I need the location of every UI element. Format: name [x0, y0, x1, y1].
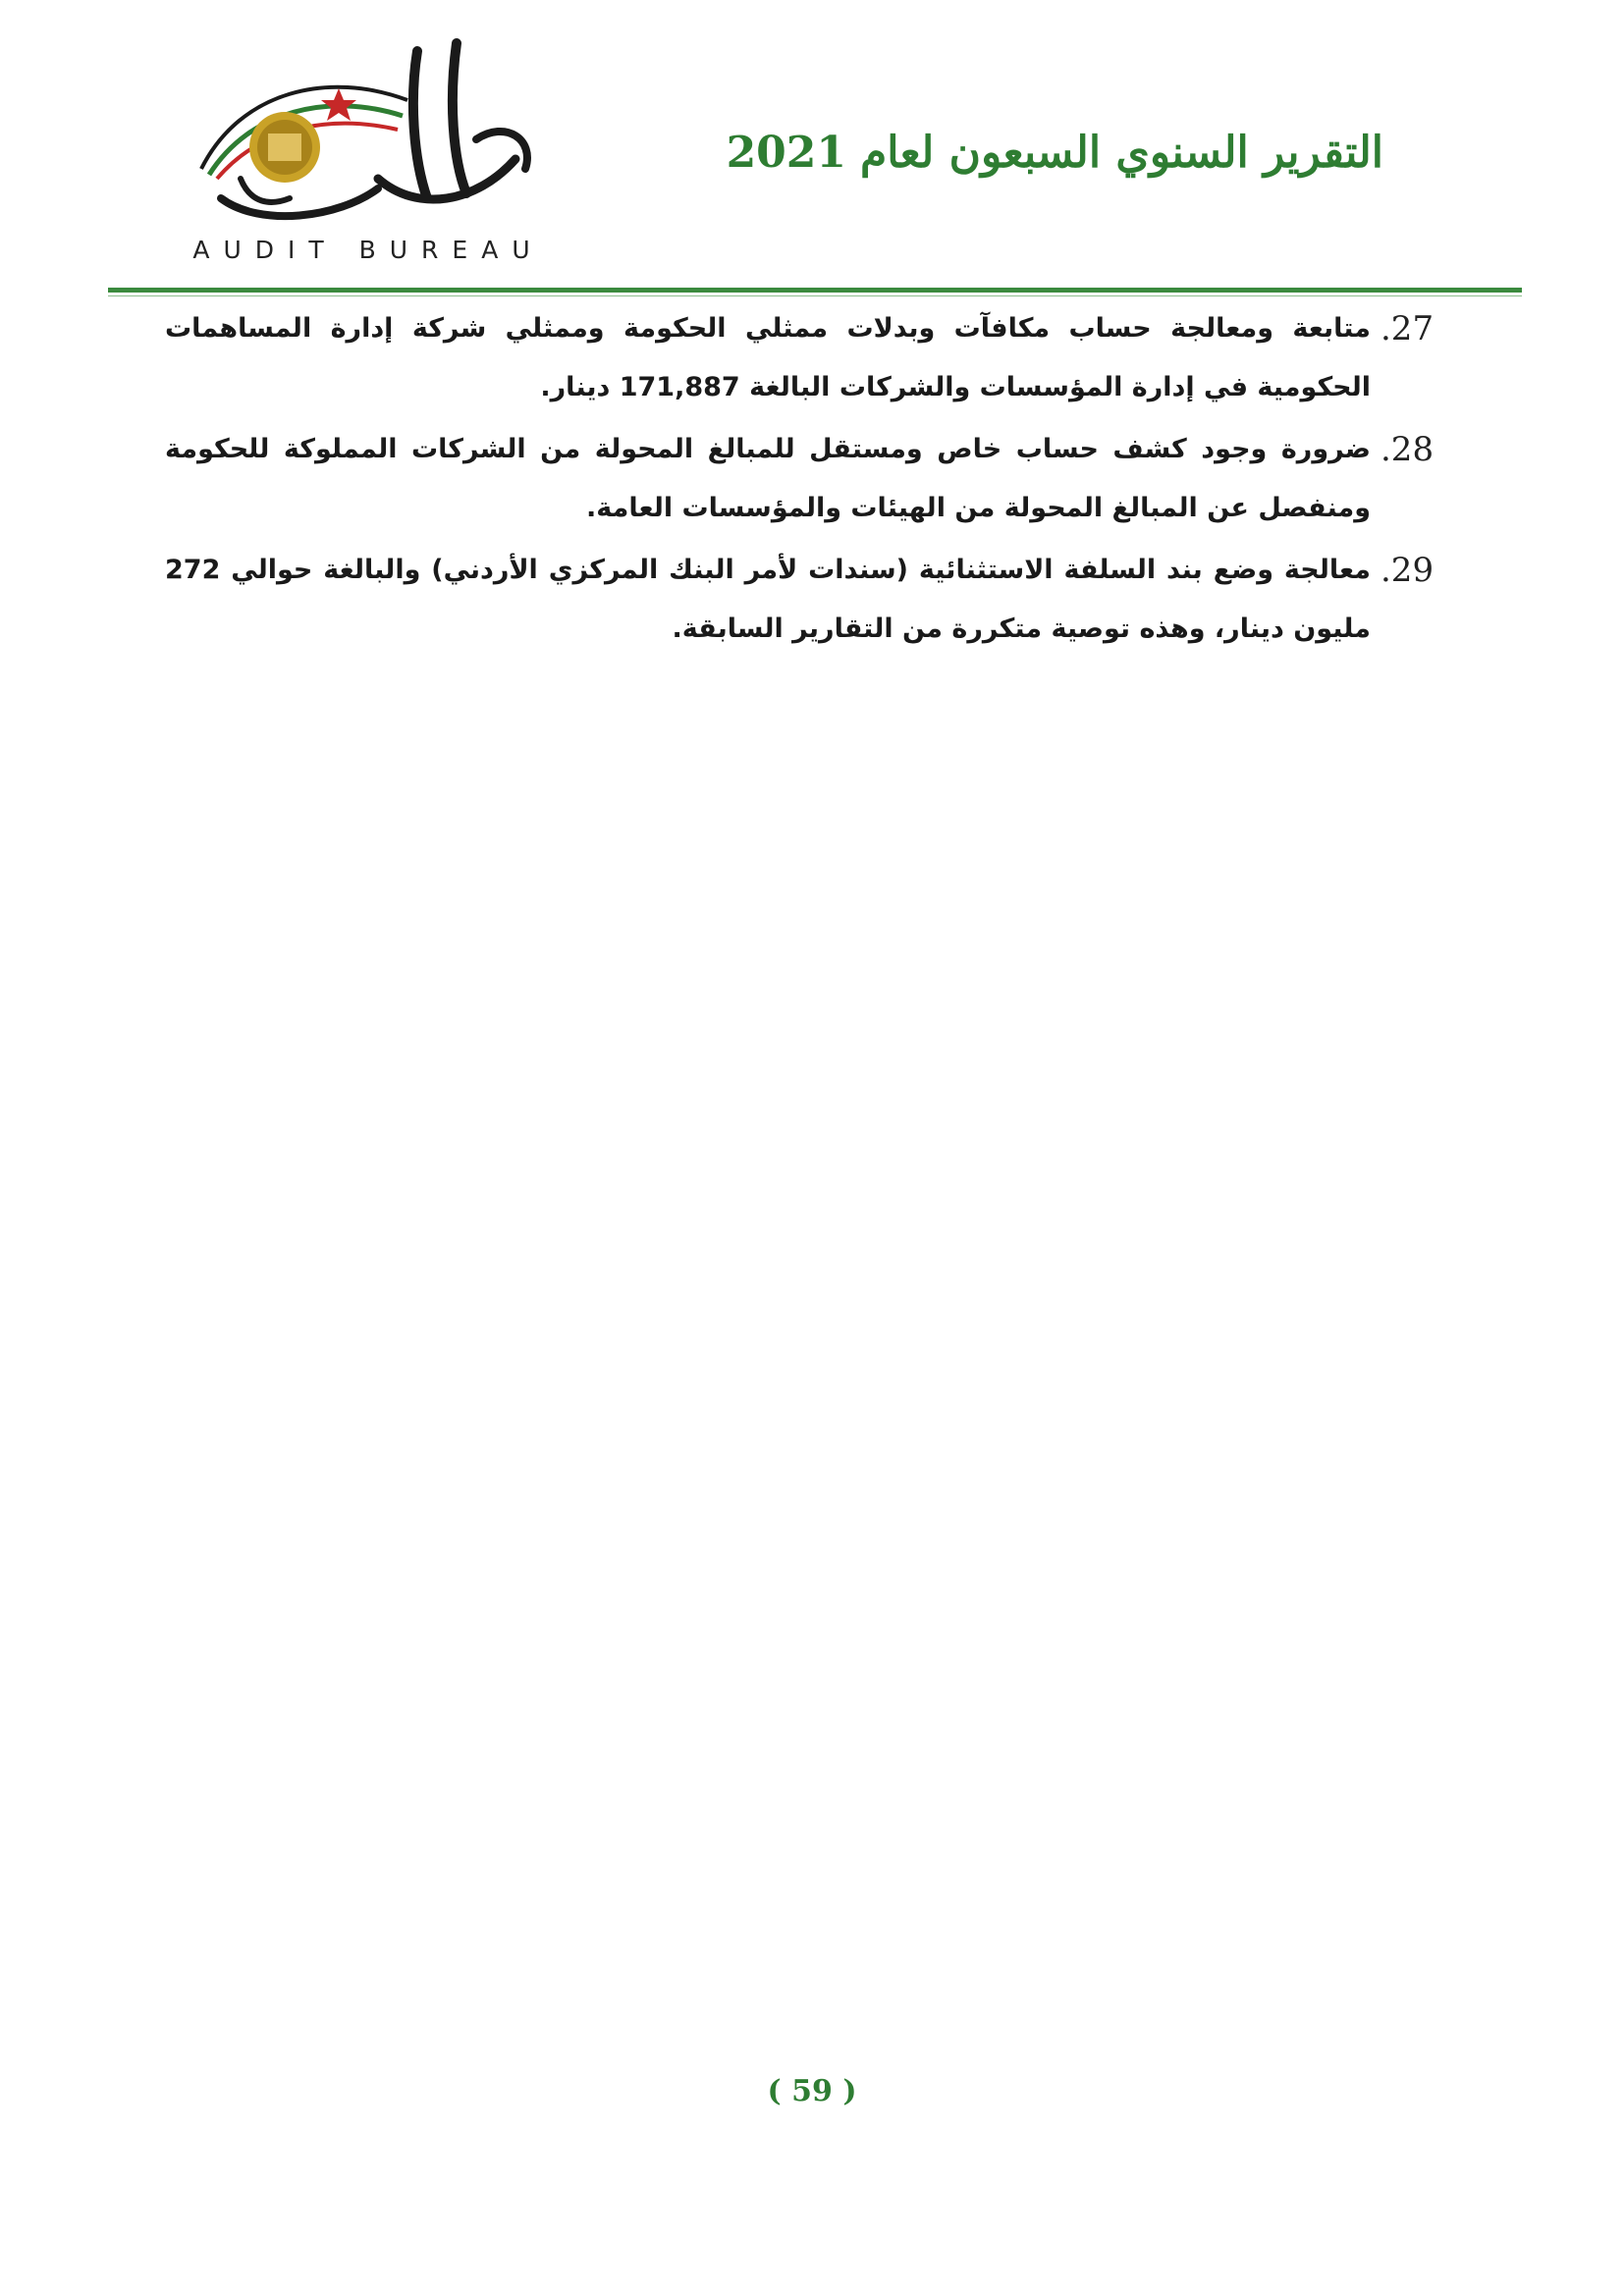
list-item — [165, 420, 1459, 541]
page-number: ( 59 ) — [767, 2074, 857, 2109]
item-number: .28 — [1380, 430, 1435, 469]
report-title — [727, 128, 1383, 178]
item-number: .27 — [1380, 309, 1435, 348]
list-item — [165, 541, 1459, 662]
report-year: 2021 — [726, 128, 847, 178]
report-title-text: التقرير السنوي السبعون لعام — [860, 128, 1383, 178]
audit-bureau-logo-icon — [182, 31, 555, 238]
logo-caption: AUDIT BUREAU — [192, 236, 544, 264]
item-text: متابعة ومعالجة حساب مكافآت وبدلات ممثلي الحكومة وممثلي شركة إدارة المساهمات الحكومية في إدارة المؤسسات والشركات البالغة 171,887 دينار. — [165, 313, 1371, 402]
header-divider-thin — [108, 295, 1522, 296]
header-divider — [108, 288, 1522, 293]
audit-bureau-logo — [182, 31, 555, 267]
recommendations-list — [165, 299, 1459, 662]
list-item — [165, 299, 1459, 420]
item-number: .29 — [1380, 551, 1435, 590]
item-text: ضرورة وجود كشف حساب خاص ومستقل للمبالغ المحولة من الشركات المملوكة للحكومة ومنفصل عن المبالغ المحولة من الهيئات والمؤسسات العامة. — [165, 434, 1371, 523]
item-text: معالجة وضع بند السلفة الاستثنائية (سندات لأمر البنك المركزي الأردني) والبالغة حوالي 272 مليون دينار، وهذه توصية متكررة من التقارير السابقة. — [165, 555, 1371, 644]
